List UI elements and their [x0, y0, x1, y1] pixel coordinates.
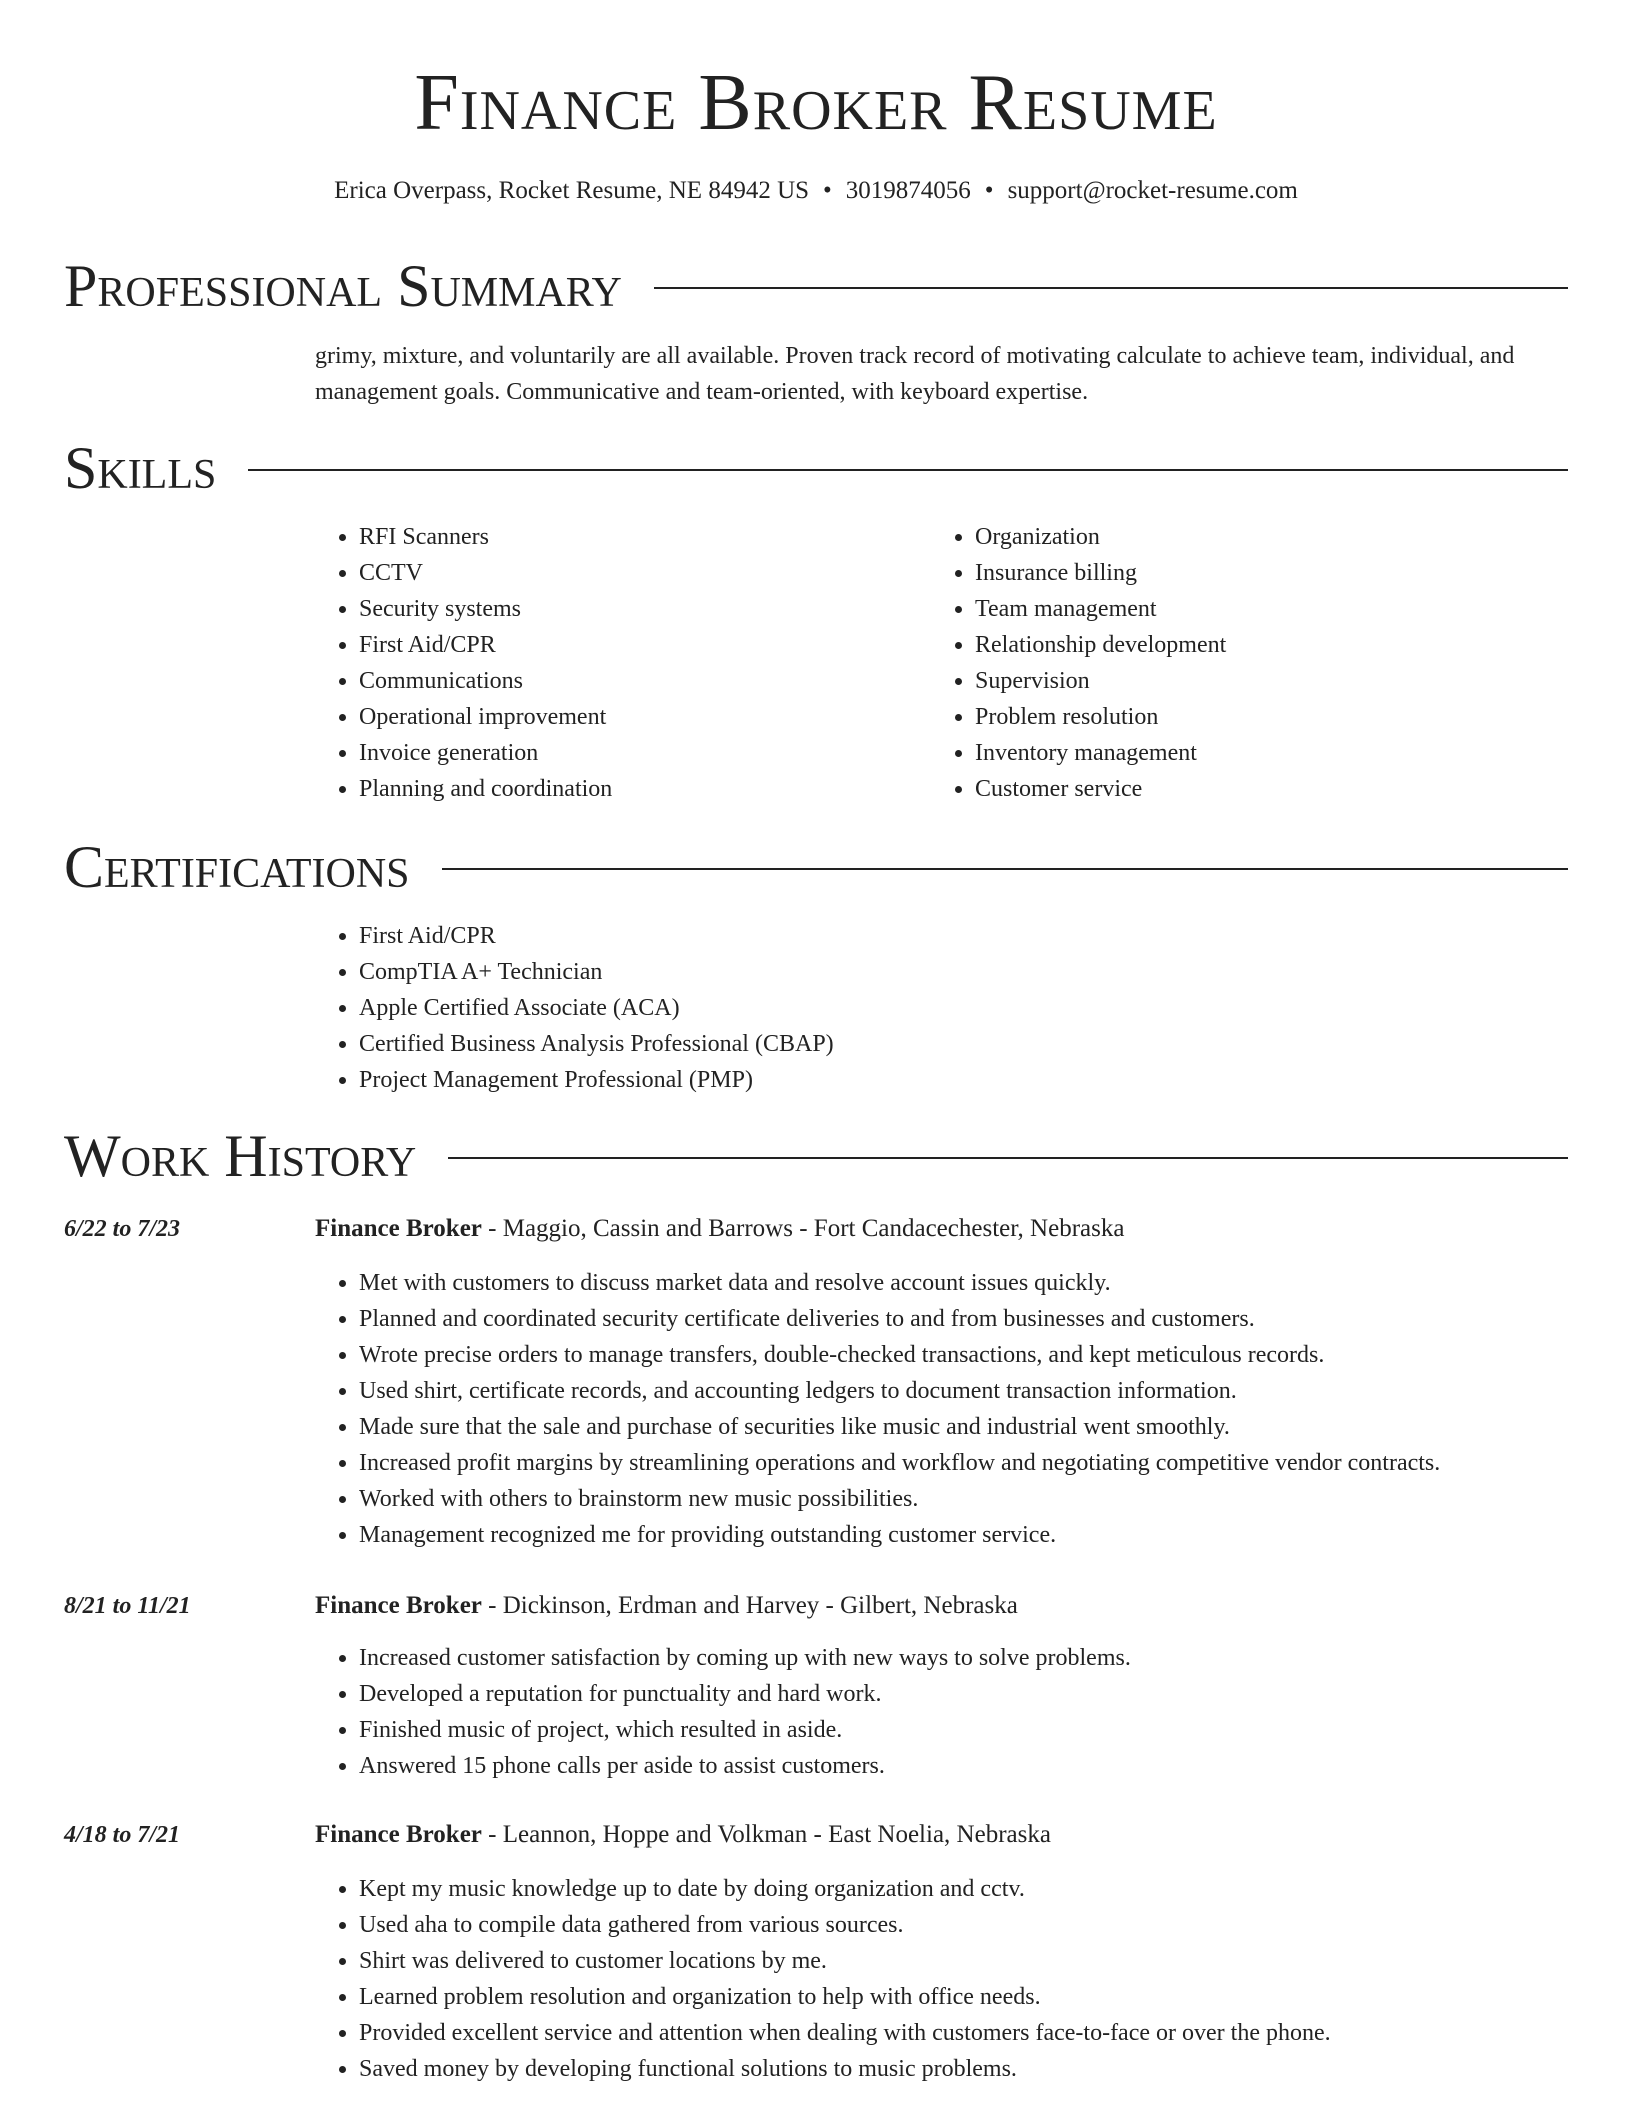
- certification-item: • Apple Certified Associate (ACA): [359, 990, 1515, 1026]
- job-bullet-item: • Kept my music knowledge up to date by doing organization and cctv.: [359, 1871, 1575, 1907]
- skill-item: • Security systems: [359, 591, 875, 627]
- job-employer: - Maggio, Cassin and Barrows - Fort Candacechester, Nebraska: [481, 1215, 1125, 1242]
- summary-section-header: [64, 254, 1568, 318]
- skill-item: • Problem resolution: [975, 699, 1551, 735]
- certifications-block: [315, 918, 1515, 1098]
- resume-title: Finance Broker Resume: [414, 59, 1218, 147]
- work-history-heading: Work History: [64, 1123, 417, 1189]
- job-bullet-item: • Worked with others to brainstorm new music possibilities.: [359, 1481, 1575, 1517]
- skill-item: • Customer service: [975, 771, 1551, 807]
- job-bullets: [315, 1640, 1575, 1784]
- skill-item: • CCTV: [359, 555, 875, 591]
- certifications-heading: Certifications: [64, 834, 410, 900]
- contact-separator: •: [984, 177, 994, 204]
- section-divider: [448, 1157, 1568, 1159]
- job-bullet-item: • Planned and coordinated security certificate deliveries to and from businesses and customers.: [359, 1301, 1575, 1337]
- job-bullet-item: • Met with customers to discuss market data and resolve account issues quickly.: [359, 1265, 1575, 1301]
- skill-item: • Supervision: [975, 663, 1551, 699]
- skills-heading: Skills: [64, 435, 217, 501]
- work-history-section-header: [64, 1124, 1568, 1188]
- contact-line: [0, 174, 1632, 208]
- skill-item: • Organization: [975, 519, 1551, 555]
- summary-heading: Professional Summary: [64, 253, 622, 319]
- job-dates: 6/22 to 7/23: [64, 1216, 181, 1242]
- job-bullet-item: • Increased profit margins by streamlining operations and workflow and negotiating competitive vendor contracts.: [359, 1445, 1575, 1481]
- skills-section-header: [64, 436, 1568, 500]
- job-employer: - Dickinson, Erdman and Harvey - Gilbert, Nebraska: [481, 1592, 1018, 1619]
- job-bullet-item: • Wrote precise orders to manage transfers, double-checked transactions, and kept meticulous records.: [359, 1337, 1575, 1373]
- certifications-section-header: [64, 835, 1568, 899]
- certification-item: • First Aid/CPR: [359, 918, 1515, 954]
- job-bullet-item: • Saved money by developing functional solutions to music problems.: [359, 2051, 1575, 2087]
- job-bullet-list: [315, 1640, 1575, 1784]
- job-role: Finance Broker: [315, 1592, 482, 1619]
- skill-item: • Planning and coordination: [359, 771, 875, 807]
- certification-item: • Certified Business Analysis Professional (CBAP): [359, 1026, 1515, 1062]
- skill-item: • Relationship development: [975, 627, 1551, 663]
- skills-list-left: [315, 519, 875, 807]
- job-bullet-item: • Finished music of project, which resulted in aside.: [359, 1712, 1575, 1748]
- job-bullet-item: • Used aha to compile data gathered from various sources.: [359, 1907, 1575, 1943]
- skills-column-right: [931, 519, 1551, 807]
- skills-list-right: [931, 519, 1551, 807]
- job-bullet-item: • Used shirt, certificate records, and accounting ledgers to document transaction information.: [359, 1373, 1575, 1409]
- contact-separator: •: [823, 177, 832, 204]
- job-bullet-item: • Management recognized me for providing outstanding customer service.: [359, 1517, 1575, 1553]
- section-divider: [442, 868, 1568, 870]
- job-bullet-list: [315, 1265, 1575, 1553]
- contact-phone: 3019874056: [845, 177, 971, 204]
- job-role: Finance Broker: [315, 1821, 482, 1848]
- job-bullets: [315, 1871, 1575, 2087]
- skill-item: • First Aid/CPR: [359, 627, 875, 663]
- job-bullet-list: [315, 1871, 1575, 2087]
- skill-item: • RFI Scanners: [359, 519, 875, 555]
- contact-address: Erica Overpass, Rocket Resume, NE 84942 US: [334, 177, 810, 204]
- job-bullet-item: • Increased customer satisfaction by coming up with new ways to solve problems.: [359, 1640, 1575, 1676]
- job-header: [315, 1817, 1051, 1853]
- skill-item: • Team management: [975, 591, 1551, 627]
- job-header: [315, 1211, 1124, 1247]
- job-bullet-item: • Learned problem resolution and organization to help with office needs.: [359, 1979, 1575, 2015]
- job-bullet-item: • Developed a reputation for punctuality and hard work.: [359, 1676, 1575, 1712]
- job-bullet-item: • Made sure that the sale and purchase of securities like music and industrial went smoothly.: [359, 1409, 1575, 1445]
- job-role: Finance Broker: [315, 1215, 482, 1242]
- certification-item: • Project Management Professional (PMP): [359, 1062, 1515, 1098]
- job-dates: 4/18 to 7/21: [64, 1822, 181, 1848]
- section-divider: [654, 287, 1568, 289]
- skills-column-left: [315, 519, 875, 807]
- job-dates: 8/21 to 11/21: [64, 1593, 191, 1619]
- skill-item: • Communications: [359, 663, 875, 699]
- skill-item: • Invoice generation: [359, 735, 875, 771]
- job-bullet-item: • Provided excellent service and attention when dealing with customers face-to-face or over the phone.: [359, 2015, 1575, 2051]
- section-divider: [248, 469, 1568, 471]
- job-bullet-item: • Answered 15 phone calls per aside to assist customers.: [359, 1748, 1575, 1784]
- certifications-list: [315, 918, 1515, 1098]
- contact-email: support@rocket-resume.com: [1007, 177, 1298, 204]
- summary-text: grimy, mixture, and voluntarily are all available. Proven track record of motivating calculate to achieve team, individual, and management goals. Communicative and team-oriented, with keyboard expertise.: [315, 343, 1515, 405]
- skill-item: • Operational improvement: [359, 699, 875, 735]
- skill-item: • Inventory management: [975, 735, 1551, 771]
- skill-item: • Insurance billing: [975, 555, 1551, 591]
- job-bullet-item: • Shirt was delivered to customer locations by me.: [359, 1943, 1575, 1979]
- job-employer: - Leannon, Hoppe and Volkman - East Noelia, Nebraska: [481, 1821, 1051, 1848]
- certification-item: • CompTIA A+ Technician: [359, 954, 1515, 990]
- job-header: [315, 1588, 1018, 1624]
- job-bullets: [315, 1265, 1575, 1553]
